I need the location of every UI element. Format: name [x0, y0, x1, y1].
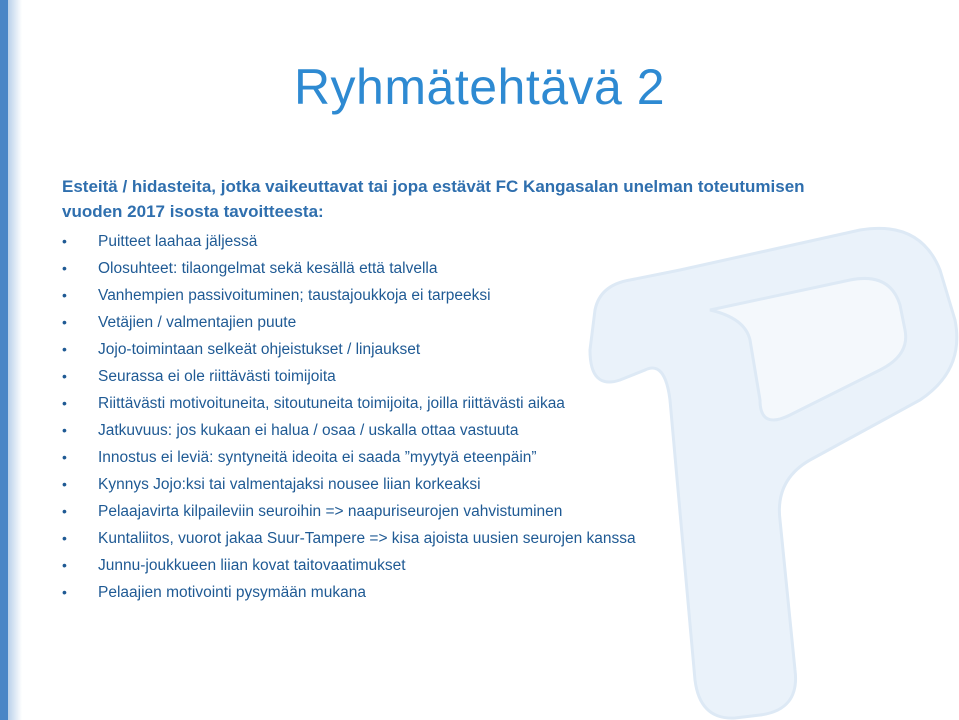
list-item-text: Seurassa ei ole riittävästi toimijoita	[98, 368, 336, 385]
list-item	[62, 336, 922, 363]
list-item	[62, 417, 922, 444]
bullet-icon: •	[62, 233, 67, 249]
bullet-icon: •	[62, 557, 67, 573]
list-item-text: Vetäjien / valmentajien puute	[98, 314, 297, 331]
list-item-text: Vanhempien passivoituminen; taustajoukkoja ei tarpeeksi	[98, 287, 491, 304]
list-item	[62, 255, 922, 282]
list-item	[62, 552, 922, 579]
list-item	[62, 309, 922, 336]
list-item-text: Jojo-toimintaan selkeät ohjeistukset / linjaukset	[98, 341, 421, 358]
list-item	[62, 390, 922, 417]
intro-text	[62, 174, 922, 224]
intro-line-2: vuoden 2017 isosta tavoitteesta:	[62, 202, 324, 221]
bullet-icon: •	[62, 368, 67, 384]
list-item	[62, 525, 922, 552]
list-item	[62, 363, 922, 390]
list-item-text: Junnu-joukkueen liian kovat taitovaatimukset	[98, 557, 406, 574]
list-item-text: Innostus ei leviä: syntyneitä ideoita ei saada ”myytyä eteenpäin”	[98, 449, 537, 466]
list-item	[62, 498, 922, 525]
bullet-icon: •	[62, 314, 67, 330]
list-item-text: Jatkuvuus: jos kukaan ei halua / osaa / uskalla ottaa vastuuta	[98, 422, 519, 439]
list-item-text: Olosuhteet: tilaongelmat sekä kesällä että talvella	[98, 260, 438, 277]
list-item	[62, 579, 922, 606]
bullet-icon: •	[62, 260, 67, 276]
list-item-text: Kynnys Jojo:ksi tai valmentajaksi nousee liian korkeaksi	[98, 476, 481, 493]
bullet-icon: •	[62, 422, 67, 438]
list-item	[62, 471, 922, 498]
bullet-icon: •	[62, 341, 67, 357]
bullet-icon: •	[62, 584, 67, 600]
list-item-text: Kuntaliitos, vuorot jakaa Suur-Tampere => kisa ajoista uusien seurojen kanssa	[98, 530, 636, 547]
bullet-icon: •	[62, 449, 67, 465]
list-item-text: Pelaajavirta kilpaileviin seuroihin => naapuriseurojen vahvistuminen	[98, 503, 563, 520]
bullet-icon: •	[62, 503, 67, 519]
list-item-text: Puitteet laahaa jäljessä	[98, 233, 258, 250]
slide-title: Ryhmätehtävä 2	[293, 59, 666, 115]
list-item	[62, 444, 922, 471]
list-item-text: Riittävästi motivoituneita, sitoutuneita toimijoita, joilla riittävästi aikaa	[98, 395, 565, 412]
obstacle-list	[62, 228, 922, 606]
list-item-text: Pelaajien motivointi pysymään mukana	[98, 584, 366, 601]
bullet-icon: •	[62, 476, 67, 492]
bullet-icon: •	[62, 287, 67, 303]
bullet-icon: •	[62, 395, 67, 411]
intro-line-1: Esteitä / hidasteita, jotka vaikeuttavat tai jopa estävät FC Kangasalan unelman toteutumisen	[62, 177, 805, 196]
bullet-icon: •	[62, 530, 67, 546]
list-item	[62, 228, 922, 255]
list-item	[62, 282, 922, 309]
